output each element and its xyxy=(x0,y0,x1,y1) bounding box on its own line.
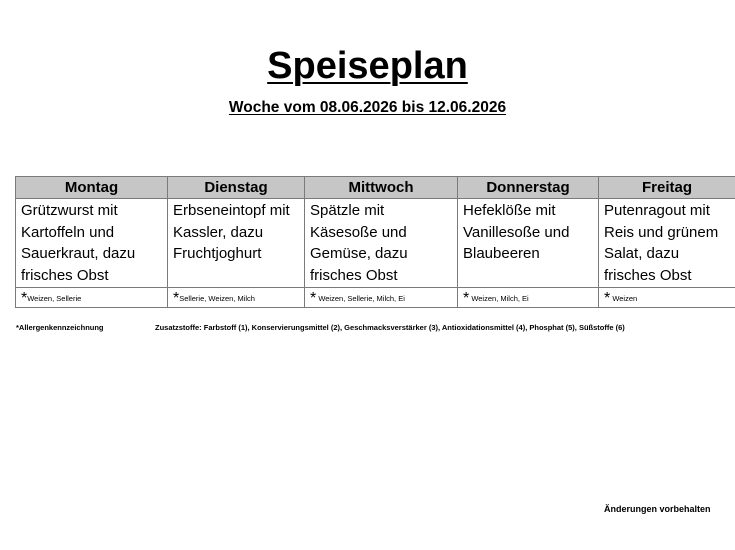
day-header-row xyxy=(16,177,735,199)
allergens-tuesday xyxy=(168,288,305,308)
allergen-mark: * xyxy=(463,290,470,307)
allergen-footnote: *Allergenkennzeichnung xyxy=(16,323,104,332)
allergen-list: Weizen, Milch, Ei xyxy=(469,294,529,303)
allergen-row xyxy=(16,288,735,308)
allergen-mark: * xyxy=(310,290,317,307)
allergen-mark: * xyxy=(21,290,28,307)
day-header-wednesday: Mittwoch xyxy=(305,177,458,199)
day-header-tuesday: Dienstag xyxy=(168,177,305,199)
dish-row xyxy=(16,199,735,288)
allergens-monday xyxy=(16,288,168,308)
day-header-monday: Montag xyxy=(16,177,168,199)
allergen-list: Sellerie, Weizen, Milch xyxy=(179,294,255,303)
allergens-friday xyxy=(599,288,735,308)
dish-friday: Putenragout mit Reis und grünem Salat, dazu frisches Obst xyxy=(599,199,735,288)
allergens-thursday xyxy=(458,288,599,308)
allergen-mark: * xyxy=(173,290,180,307)
menu-table xyxy=(15,176,735,308)
allergen-list: Weizen xyxy=(610,294,638,303)
dish-tuesday: Erbseneintopf mit Kassler, dazu Fruchtjoghurt xyxy=(168,199,305,288)
dish-monday: Grützwurst mit Kartoffeln und Sauerkraut, dazu frisches Obst xyxy=(16,199,168,288)
allergen-mark: * xyxy=(604,290,611,307)
page-title: Speiseplan xyxy=(267,45,468,87)
week-range: Woche vom 08.06.2026 bis 12.06.2026 xyxy=(228,99,507,116)
dish-thursday: Hefeklöße mit Vanillesoße und Blaubeeren xyxy=(458,199,599,288)
allergen-list: Weizen, Sellerie xyxy=(27,294,82,303)
day-header-thursday: Donnerstag xyxy=(458,177,599,199)
allergen-list: Weizen, Sellerie, Milch, Ei xyxy=(316,294,405,303)
dish-wednesday: Spätzle mit Käsesoße und Gemüse, dazu frisches Obst xyxy=(305,199,458,288)
day-header-friday: Freitag xyxy=(599,177,735,199)
allergens-wednesday xyxy=(305,288,458,308)
changes-disclaimer: Änderungen vorbehalten xyxy=(604,504,711,514)
additives-footnote: Zusatzstoffe: Farbstoff (1), Konservierungsmittel (2), Geschmacksverstärker (3), Antioxidationsmittel (4), Phosphat (5), Süßstoffe (6) xyxy=(155,323,625,332)
